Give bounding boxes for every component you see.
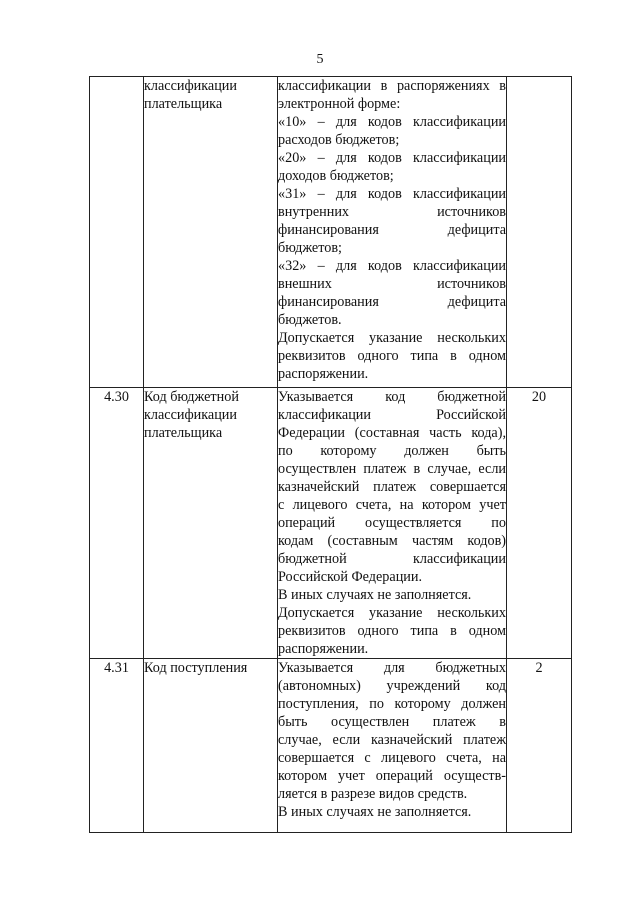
description-line: электронной форме: <box>278 96 401 112</box>
row-number: 4.31 <box>90 659 144 833</box>
requisite-name: классификации плательщика <box>144 77 278 388</box>
description-line: кодам (составным частям кодов) <box>278 533 506 549</box>
requisite-description <box>278 659 507 833</box>
description-line: классификации в распоряжениях в <box>278 78 506 94</box>
description-line: «32» – для кодов классификации <box>278 258 506 274</box>
description-line: внутренних источников <box>278 204 506 220</box>
description-line: бюджетов; <box>278 240 342 256</box>
description-line: по которому должен быть <box>278 443 506 459</box>
requisites-table <box>89 76 572 833</box>
description-line: Допускается указание нескольких <box>278 330 506 346</box>
description-line: (автономных) учреждений код <box>278 678 506 694</box>
description-line: доходов бюджетов; <box>278 168 394 184</box>
description-line: бюджетной классификации <box>278 551 506 567</box>
description-line: быть осуществлен платеж в <box>278 714 506 730</box>
description-line: Указывается для бюджетных <box>278 660 506 676</box>
requisite-description <box>278 77 507 388</box>
row-number <box>90 77 144 388</box>
description-line: поступления, по которому должен <box>278 696 506 712</box>
description-line: Федерации (составная часть кода), <box>278 425 506 441</box>
description-line: В иных случаях не заполняется. <box>278 804 472 820</box>
description-line: «31» – для кодов классификации <box>278 186 506 202</box>
table-row <box>90 388 572 659</box>
description-line: осуществлен платеж в случае, если <box>278 461 506 477</box>
description-line: распоряжении. <box>278 366 369 382</box>
description-line: В иных случаях не заполняется. <box>278 587 472 603</box>
description-line: «20» – для кодов классификации <box>278 150 506 166</box>
description-line: казначейский платеж совершается <box>278 479 506 495</box>
description-line: операций осуществляется по <box>278 515 506 531</box>
description-line: реквизитов одного типа в одном <box>278 623 506 639</box>
description-line: финансирования дефицита <box>278 294 506 310</box>
description-line: Допускается указание нескольких <box>278 605 506 621</box>
field-length: 20 <box>507 388 572 659</box>
description-line: внешних источников <box>278 276 506 292</box>
description-line: котором учет операций осуществ- <box>278 768 506 784</box>
row-number: 4.30 <box>90 388 144 659</box>
description-line: Российской Федерации. <box>278 569 423 585</box>
field-length <box>507 77 572 388</box>
description-line: финансирования дефицита <box>278 222 506 238</box>
description-line: совершается с лицевого счета, на <box>278 750 506 766</box>
description-line: с лицевого счета, на котором учет <box>278 497 506 513</box>
description-line: классификации Российской <box>278 407 506 423</box>
requisite-name: Код поступления <box>144 659 278 833</box>
description-line: распоряжении. <box>278 641 369 657</box>
description-line: ляется в разрезе видов средств. <box>278 786 468 802</box>
description-line: бюджетов. <box>278 312 342 328</box>
description-line: «10» – для кодов классификации <box>278 114 506 130</box>
description-line: расходов бюджетов; <box>278 132 400 148</box>
table-row <box>90 659 572 833</box>
description-line: Указывается код бюджетной <box>278 389 506 405</box>
page-number: 5 <box>316 52 324 67</box>
table-row <box>90 77 572 388</box>
requisite-name: Код бюджетной классификации плательщика <box>144 388 278 659</box>
description-line: реквизитов одного типа в одном <box>278 348 506 364</box>
requisite-description <box>278 388 507 659</box>
field-length: 2 <box>507 659 572 833</box>
description-line: случае, если казначейский платеж <box>278 732 506 748</box>
